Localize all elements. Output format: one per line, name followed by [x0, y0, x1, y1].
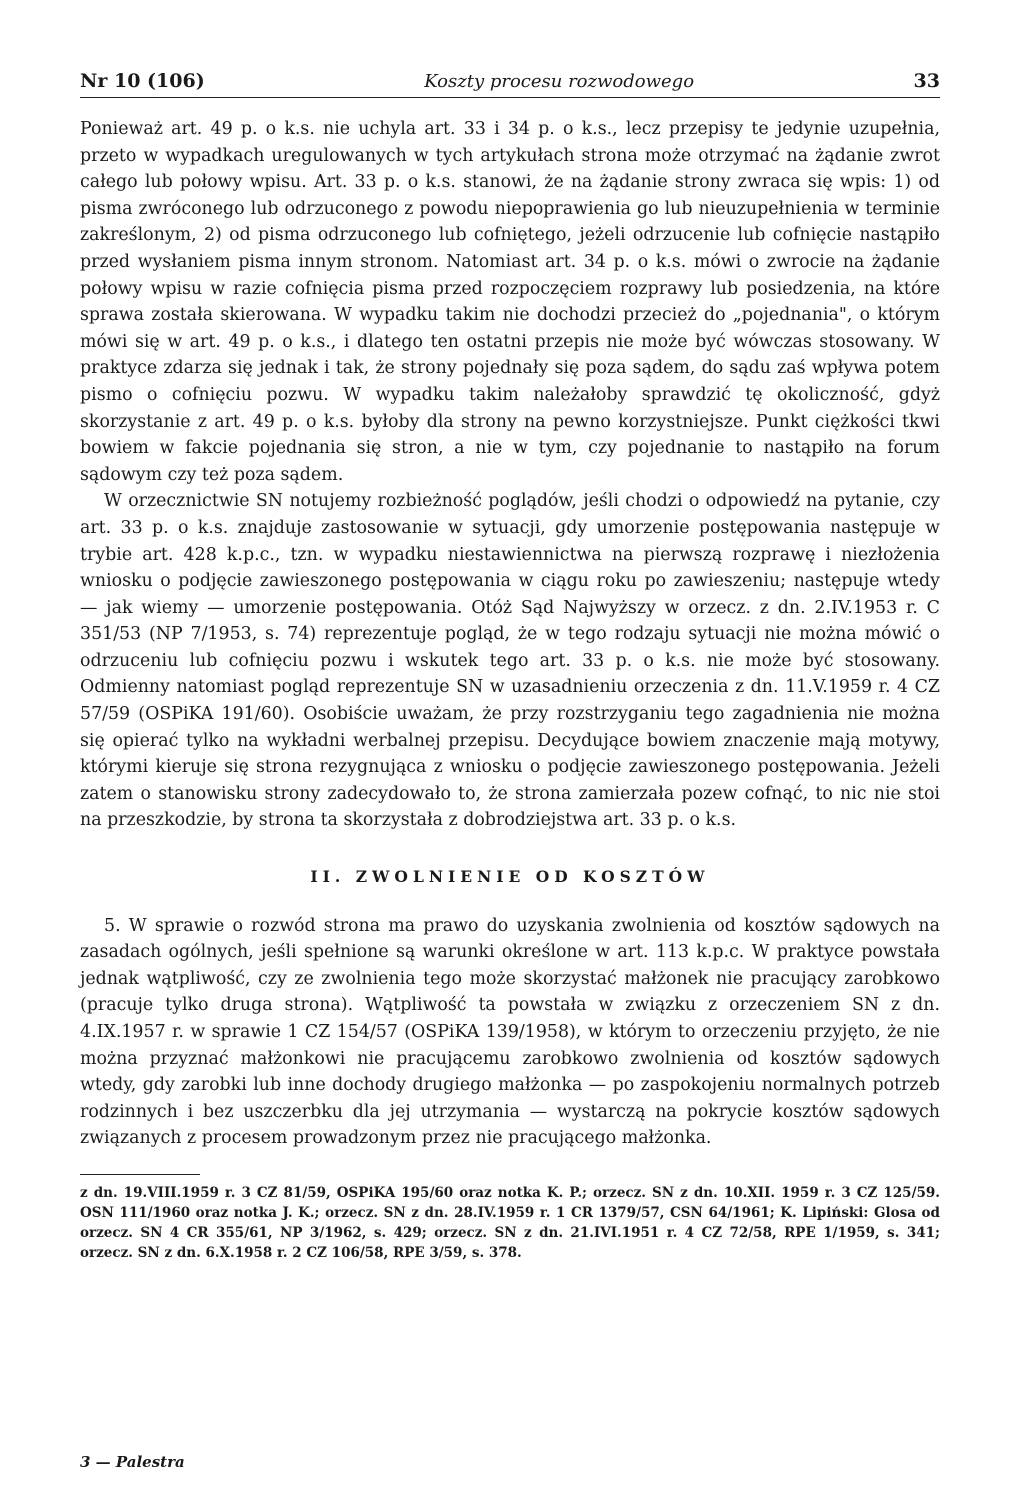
running-title: Koszty procesu rozwodowego [424, 71, 695, 92]
paragraph-3: 5. W sprawie o rozwód strona ma prawo do uzyskania zwolnienia od kosztów sądowych na zasadach ogólnych, jeśli spełnione są warunki określone w art. 113 k.p.c. W praktyce powstała jednak wątpliwość, czy ze zwolnienia tego może skorzystać małżonek nie pracujący zarobkowo (pracuje tylko druga strona). Wątpliwość ta powstała w związku z orzeczeniem SN z dn. 4.IX.1957 r. w sprawie 1 CZ 154/57 (OSPiKA 139/1958), w którym to orzeczeniu przyjęto, że nie można przyznać małżonkowi nie pracującemu zarobkowo zwolnienia od kosztów sądowych wtedy, gdy zarobki lub inne dochody drugiego małżonka — po zaspokojeniu normalnych potrzeb rodzinnych i bez uszczerbku dla jej utrzymania — wystarczą na pokrycie kosztów sądowych związanych z procesem prowadzonym przez nie pracującego małżonka. [80, 915, 940, 1149]
section-heading: II. ZWOLNIENIE OD KOSZTÓW [310, 867, 710, 887]
page-footer: 3 — Palestra [80, 1453, 185, 1471]
page-number: 33 [913, 70, 940, 92]
article-body [80, 116, 940, 1263]
footnote-separator [80, 1174, 200, 1175]
footnote: z dn. 19.VIII.1959 r. 3 CZ 81/59, OSPiKA 195/60 oraz notka K. P.; orzecz. SN z dn. 10.XII. 1959 r. 3 CZ 125/59. OSN 111/1960 oraz notka J. K.; orzecz. SN z dn. 28.IV.1959 r. 1 CR 1379/57, CSN 64/1961; K. Lipiński: Glosa od orzecz. SN 4 CR 355/61, NP 3/1962, s. 429; orzecz. SN z dn. 21.IVI.1951 r. 4 CZ 72/58, RPE 1/1959, s. 341; orzecz. SN z dn. 6.X.1958 r. 2 CZ 106/58, RPE 3/59, s. 378. [80, 1184, 940, 1261]
paragraph-2: W orzecznictwie SN notujemy rozbieżność poglądów, jeśli chodzi o odpowiedź na pytanie, czy art. 33 p. o k.s. znajduje zastosowanie w sytuacji, gdy umorzenie postępowania następuje w trybie art. 428 k.p.c., tzn. w wypadku niestawiennictwa na pierwszą rozprawę i niezłożenia wniosku o podjęcie zawieszonego postępowania w ciągu roku po zawieszeniu; następuje wtedy — jak wiemy — umorzenie postępowania. Otóż Sąd Najwyższy w orzecz. z dn. 2.IV.1953 r. C 351/53 (NP 7/1953, s. 74) reprezentuje pogląd, że w tego rodzaju sytuacji nie można mówić o odrzuceniu lub cofnięciu pozwu i wskutek tego art. 33 p. o k.s. nie może być stosowany. Odmienny natomiast pogląd reprezentuje SN w uzasadnieniu orzeczenia z dn. 11.V.1959 r. 4 CZ 57/59 (OSPiKA 191/60). Osobiście uważam, że przy rozstrzyganiu tego zagadnienia nie można się opierać tylko na wykładni werbalnej przepisu. Decydujące bowiem znaczenie mają motywy, którymi kieruje się strona rezygnująca z wniosku o podjęcie zawieszonego postępowania. Jeżeli zatem o stanowisku strony zadecydowało to, że strona zamierzała pozew cofnąć, to nic nie stoi na przeszkodzie, by strona ta skorzystała z dobrodziejstwa art. 33 p. o k.s. [80, 491, 940, 831]
paragraph-1: Ponieważ art. 49 p. o k.s. nie uchyla art. 33 i 34 p. o k.s., lecz przepisy te jedynie uzupełnia, przeto w wypadkach uregulowanych w tych artykułach strona może otrzymać na żądanie zwrot całego lub połowy wpisu. Art. 33 p. o k.s. stanowi, że na żądanie strony zwraca się wpis: 1) od pisma zwróconego lub odrzuconego z powodu niepoprawienia go lub nieuzupełnienia w terminie zakreślonym, 2) od pisma odrzuconego lub cofniętego, jeżeli odrzucenie lub cofnięcie nastąpiło przed wysłaniem pisma innym stronom. Natomiast art. 34 p. o k.s. mówi o zwrocie na żądanie połowy wpisu w razie cofnięcia pisma przed rozpoczęciem rozprawy lub posiedzenia, na które sprawa została skierowana. W wypadku takim nie dochodzi przecież do „pojednania", o którym mówi się w art. 49 p. o k.s., i dlatego ten ostatni przepis nie może być wówczas stosowany. W praktyce zdarza się jednak i tak, że strony pojednały się poza sądem, do sądu zaś wpływa potem pismo o cofnięciu pozwu. W wypadku takim należałoby sprawdzić tę okoliczność, gdyż skorzystanie z art. 49 p. o k.s. byłoby dla strony na pewno korzystniejsze. Punkt ciężkości tkwi bowiem w fakcie pojednania się stron, a nie w tym, czy pojednanie to nastąpiło na forum sądowym czy też poza sądem. [80, 119, 940, 485]
document-page [80, 70, 940, 1263]
running-header [80, 70, 940, 98]
issue-number: Nr 10 (106) [80, 70, 205, 92]
